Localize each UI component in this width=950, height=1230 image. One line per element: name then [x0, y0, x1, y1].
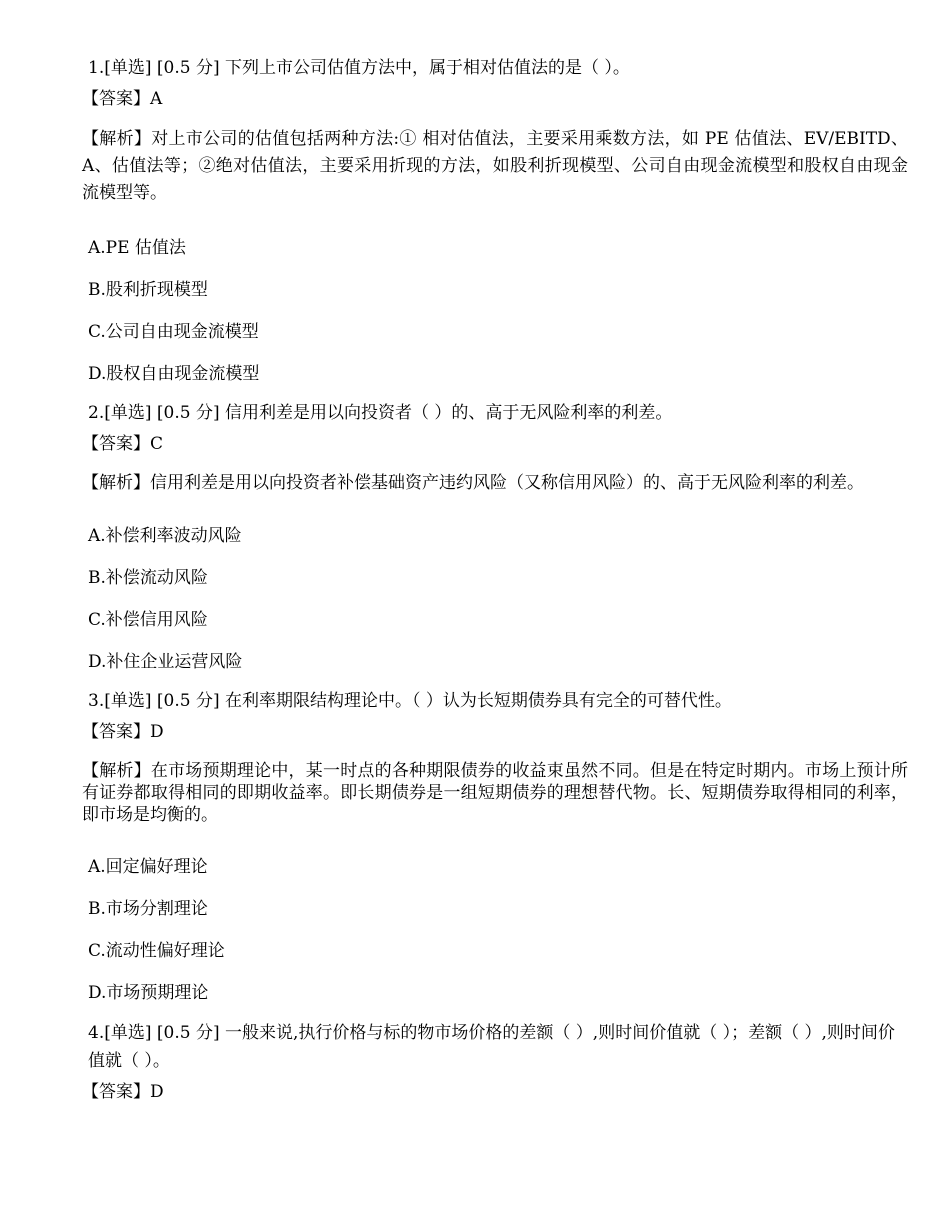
option-b: B.股利折现模型 [88, 280, 208, 300]
analysis-paragraph: 【解析】对上市公司的估值包括两种方法:① 相对估值法，主要采用乘数方法，如 PE 估值法、EV/EBITD、A、估值法等；②绝对估值法，主要采用折现的方法，如股利折现模型、公司自由现金流模型和股权自由现金流模型等。 [82, 129, 908, 203]
analysis-paragraph: 【解析】在市场预期理论中，某一时点的各种期限债券的收益束虽然不同。但是在特定时期内。市场上预计所有证券都取得相同的即期收益率。即长期债券是一组短期债券的理想替代物。长、短期债券取得相同的利率，即市场是均衡的。 [82, 761, 908, 825]
option-c: C.流动性偏好理论 [88, 941, 225, 961]
question-4 [82, 1019, 908, 1104]
option-a: A.PE 估值法 [88, 238, 186, 258]
options-list [88, 235, 908, 388]
option-c: C.公司自由现金流模型 [88, 322, 259, 342]
option-a: A.回定偏好理论 [88, 857, 208, 877]
options-list [88, 854, 908, 1007]
option-b: B.补偿流动风险 [88, 568, 208, 588]
analysis-paragraph: 【解析】信用利差是用以向投资者补偿基础资产违约风险（又称信用风险）的、高于无风险利率的利差。 [82, 473, 864, 493]
option-d: D.股权自由现金流模型 [88, 364, 260, 384]
question-title: 1.[单选] [0.5 分] 下列上市公司估值方法中，属于相对估值法的是（ ）。 [88, 58, 630, 78]
option-d: D.市场预期理论 [88, 983, 209, 1003]
answer-line: 【答案】C [82, 434, 164, 454]
answer-line: 【答案】A [82, 89, 163, 109]
question-title: 4.[单选] [0.5 分] 一般来说,执行价格与标的物市场价格的差额（ ）,则时间价值就（ ）；差额（ ）,则时间价值就（ ）。 [88, 1023, 895, 1071]
option-b: B.市场分割理论 [88, 899, 208, 919]
answer-line: 【答案】D [82, 722, 164, 742]
option-d: D.补住企业运营风险 [88, 652, 243, 672]
answer-line: 【答案】D [82, 1082, 164, 1102]
question-title: 2.[单选] [0.5 分] 信用利差是用以向投资者（ ）的、高于无风险利率的利差。 [88, 403, 673, 423]
question-2 [82, 400, 908, 676]
option-a: A.补偿利率波动风险 [88, 526, 242, 546]
options-list [88, 523, 908, 676]
question-3 [82, 688, 908, 1007]
question-1 [82, 55, 908, 388]
option-c: C.补偿信用风险 [88, 610, 208, 630]
question-title: 3.[单选] [0.5 分] 在利率期限结构理论中。（ ）认为长短期债券具有完全的可替代性。 [88, 691, 732, 711]
